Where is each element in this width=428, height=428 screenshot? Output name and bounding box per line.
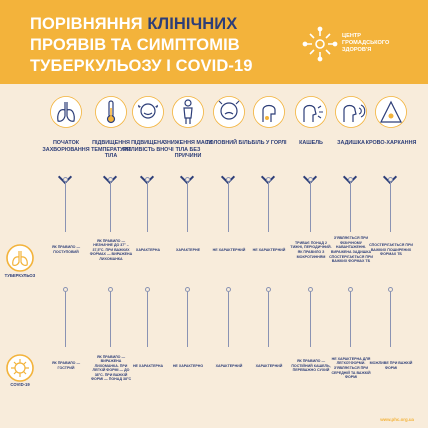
- connector-line: [390, 182, 391, 232]
- symptom-label: КРОВО-ХАРКАННЯ: [365, 140, 417, 146]
- headache-icon: [213, 96, 245, 128]
- tb-cell: ЯК ПРАВИЛО — ПОСТУПОВИЙ: [51, 245, 81, 254]
- tb-cell: НЕ ХАРАКТЕРНИЙ: [252, 247, 286, 252]
- tb-cell: ТРИВАЄ ПОНАД 2 ТИЖНІ, ПЕРІОДИЧНИЙ. ЯК ПРАВИЛО З МОКРОТИННЯМ: [290, 240, 332, 259]
- connector-line: [310, 292, 311, 347]
- lungs-badge-icon: [6, 244, 34, 272]
- symptom-label: ПІДВИЩЕНА ПІТЛИВІСТЬ ВНОЧІ: [122, 140, 174, 153]
- symptom-label: ПІДВИЩЕННЯ ТЕМПЕРАТУРИ ТІЛА: [91, 140, 131, 160]
- connector-line: [187, 182, 188, 232]
- covid-cell: НЕ ХАРАКТЕРНА ДЛЯ ЛЕГКОЇ ФОРМИ. З'ЯВЛЯЄТЬСЯ ПРИ СЕРЕДНІЙ ТА ВАЖКІЙ ФОРМІ: [331, 356, 371, 380]
- connector-line: [228, 292, 229, 347]
- symptom-label: КАШЕЛЬ: [299, 140, 323, 146]
- covid-cell: ЯК ПРАВИЛО — ГОСТРИЙ: [51, 361, 81, 370]
- tb-cell: ЯК ПРАВИЛО — НЕЗНАЧНЕ ДО 37° – 37,5°С. ПРИ ВАЖКИХ ФОРМАХ — ВИРАЖЕНА ЛИХОМАНКА: [89, 238, 133, 261]
- symptom-label: ЗАДИШКА: [337, 140, 365, 146]
- tb-cell: СПОСТЕРІГАЄТЬСЯ ПРИ ВАЖКИХ ПОШИРЕНИХ ФОРМАХ ТБ: [369, 243, 413, 257]
- connector-line: [147, 292, 148, 347]
- connector-line: [228, 182, 229, 232]
- covid-cell: НЕ ХАРАКТЕРНА: [132, 363, 164, 368]
- symptom-label: ПОЧАТОК ЗАХВОРЮВАННЯ: [42, 140, 90, 153]
- cough-icon: [295, 96, 327, 128]
- tb-cell: НЕ ХАРАКТЕРНИЙ: [212, 247, 246, 252]
- covid-cell: ХАРАКТЕРНИЙ: [255, 363, 283, 368]
- symptom-label: БІЛЬ У ГОРЛІ: [251, 140, 287, 146]
- connector-line: [110, 182, 111, 232]
- tb-cell: ХАРАКТЕРНА: [135, 247, 161, 252]
- shortness-of-breath-icon: [335, 96, 367, 128]
- connector-line: [310, 182, 311, 232]
- sweating-icon: [132, 96, 164, 128]
- connector-line: [350, 182, 351, 232]
- covid-cell: ХАРАКТЕРНИЙ: [215, 363, 243, 368]
- lungs-icon: [50, 96, 82, 128]
- tb-label: ТУБЕРКУЛЬОЗ: [4, 273, 36, 278]
- page-title: ПОРІВНЯННЯ КЛІНІЧНИХ ПРОЯВІВ ТА СИМПТОМІВ ТУБЕРКУЛЬОЗУ І COVID-19: [30, 15, 253, 75]
- connector-line: [268, 292, 269, 347]
- covid-cell: ЯК ПРАВИЛО — ПОСТІЙНИЙ КАШЕЛЬ, ПЕРЕВАЖНО СУХИЙ: [291, 359, 331, 373]
- connector-line: [65, 182, 66, 232]
- connector-line: [187, 292, 188, 347]
- logo-text: ЦЕНТР ГРОМАДСЬКОГО ЗДОРОВ'Я: [342, 33, 390, 53]
- covid-cell: НЕ ХАРАКТЕРНО: [172, 363, 204, 368]
- connector-line: [65, 292, 66, 347]
- connector-line: [350, 292, 351, 347]
- header-banner: [0, 0, 428, 84]
- symptom-label: ГОЛОВНИЙ БІЛЬ: [206, 140, 252, 146]
- connector-line: [110, 292, 111, 347]
- connector-line: [390, 292, 391, 347]
- connector-line: [268, 182, 269, 232]
- connector-line: [147, 182, 148, 232]
- thermometer-icon: [95, 96, 127, 128]
- covid-cell: МОЖЛИВЕ ПРИ ВАЖКІЙ ФОРМІ: [369, 361, 413, 370]
- tb-cell: З'ЯВЛЯЄТЬСЯ ПРИ ФІЗИЧНОМУ НАВАНТАЖЕННІ. ВИРАЖЕНА ЗАДИШКА СПОСТЕРІГАЄТЬСЯ ПРИ ВАЖКИХ ФОРМАХ ТБ: [329, 236, 373, 264]
- weight-loss-icon: [172, 96, 204, 128]
- tb-cell: ХАРАКТЕРНЕ: [176, 247, 200, 252]
- sore-throat-icon: [253, 96, 285, 128]
- symptom-label: ЗНИЖЕННЯ МАСИ ТІЛА БЕЗ ПРИЧИНИ: [163, 140, 213, 160]
- covid-label: COVID-19: [10, 382, 30, 387]
- virus-badge-icon: [6, 354, 34, 382]
- covid-cell: ЯК ПРАВИЛО — ВИРАЖЕНА ЛИХОМАНКА. ПРИ ЛЕГКІЙ ФОРМІ — ДО 38°С. ПРИ ВАЖКІЙ ФОРМІ — ПОНАД 38°С: [90, 354, 132, 382]
- hemoptysis-icon: [375, 96, 407, 128]
- footer-url[interactable]: www.phc.org.ua: [380, 417, 414, 422]
